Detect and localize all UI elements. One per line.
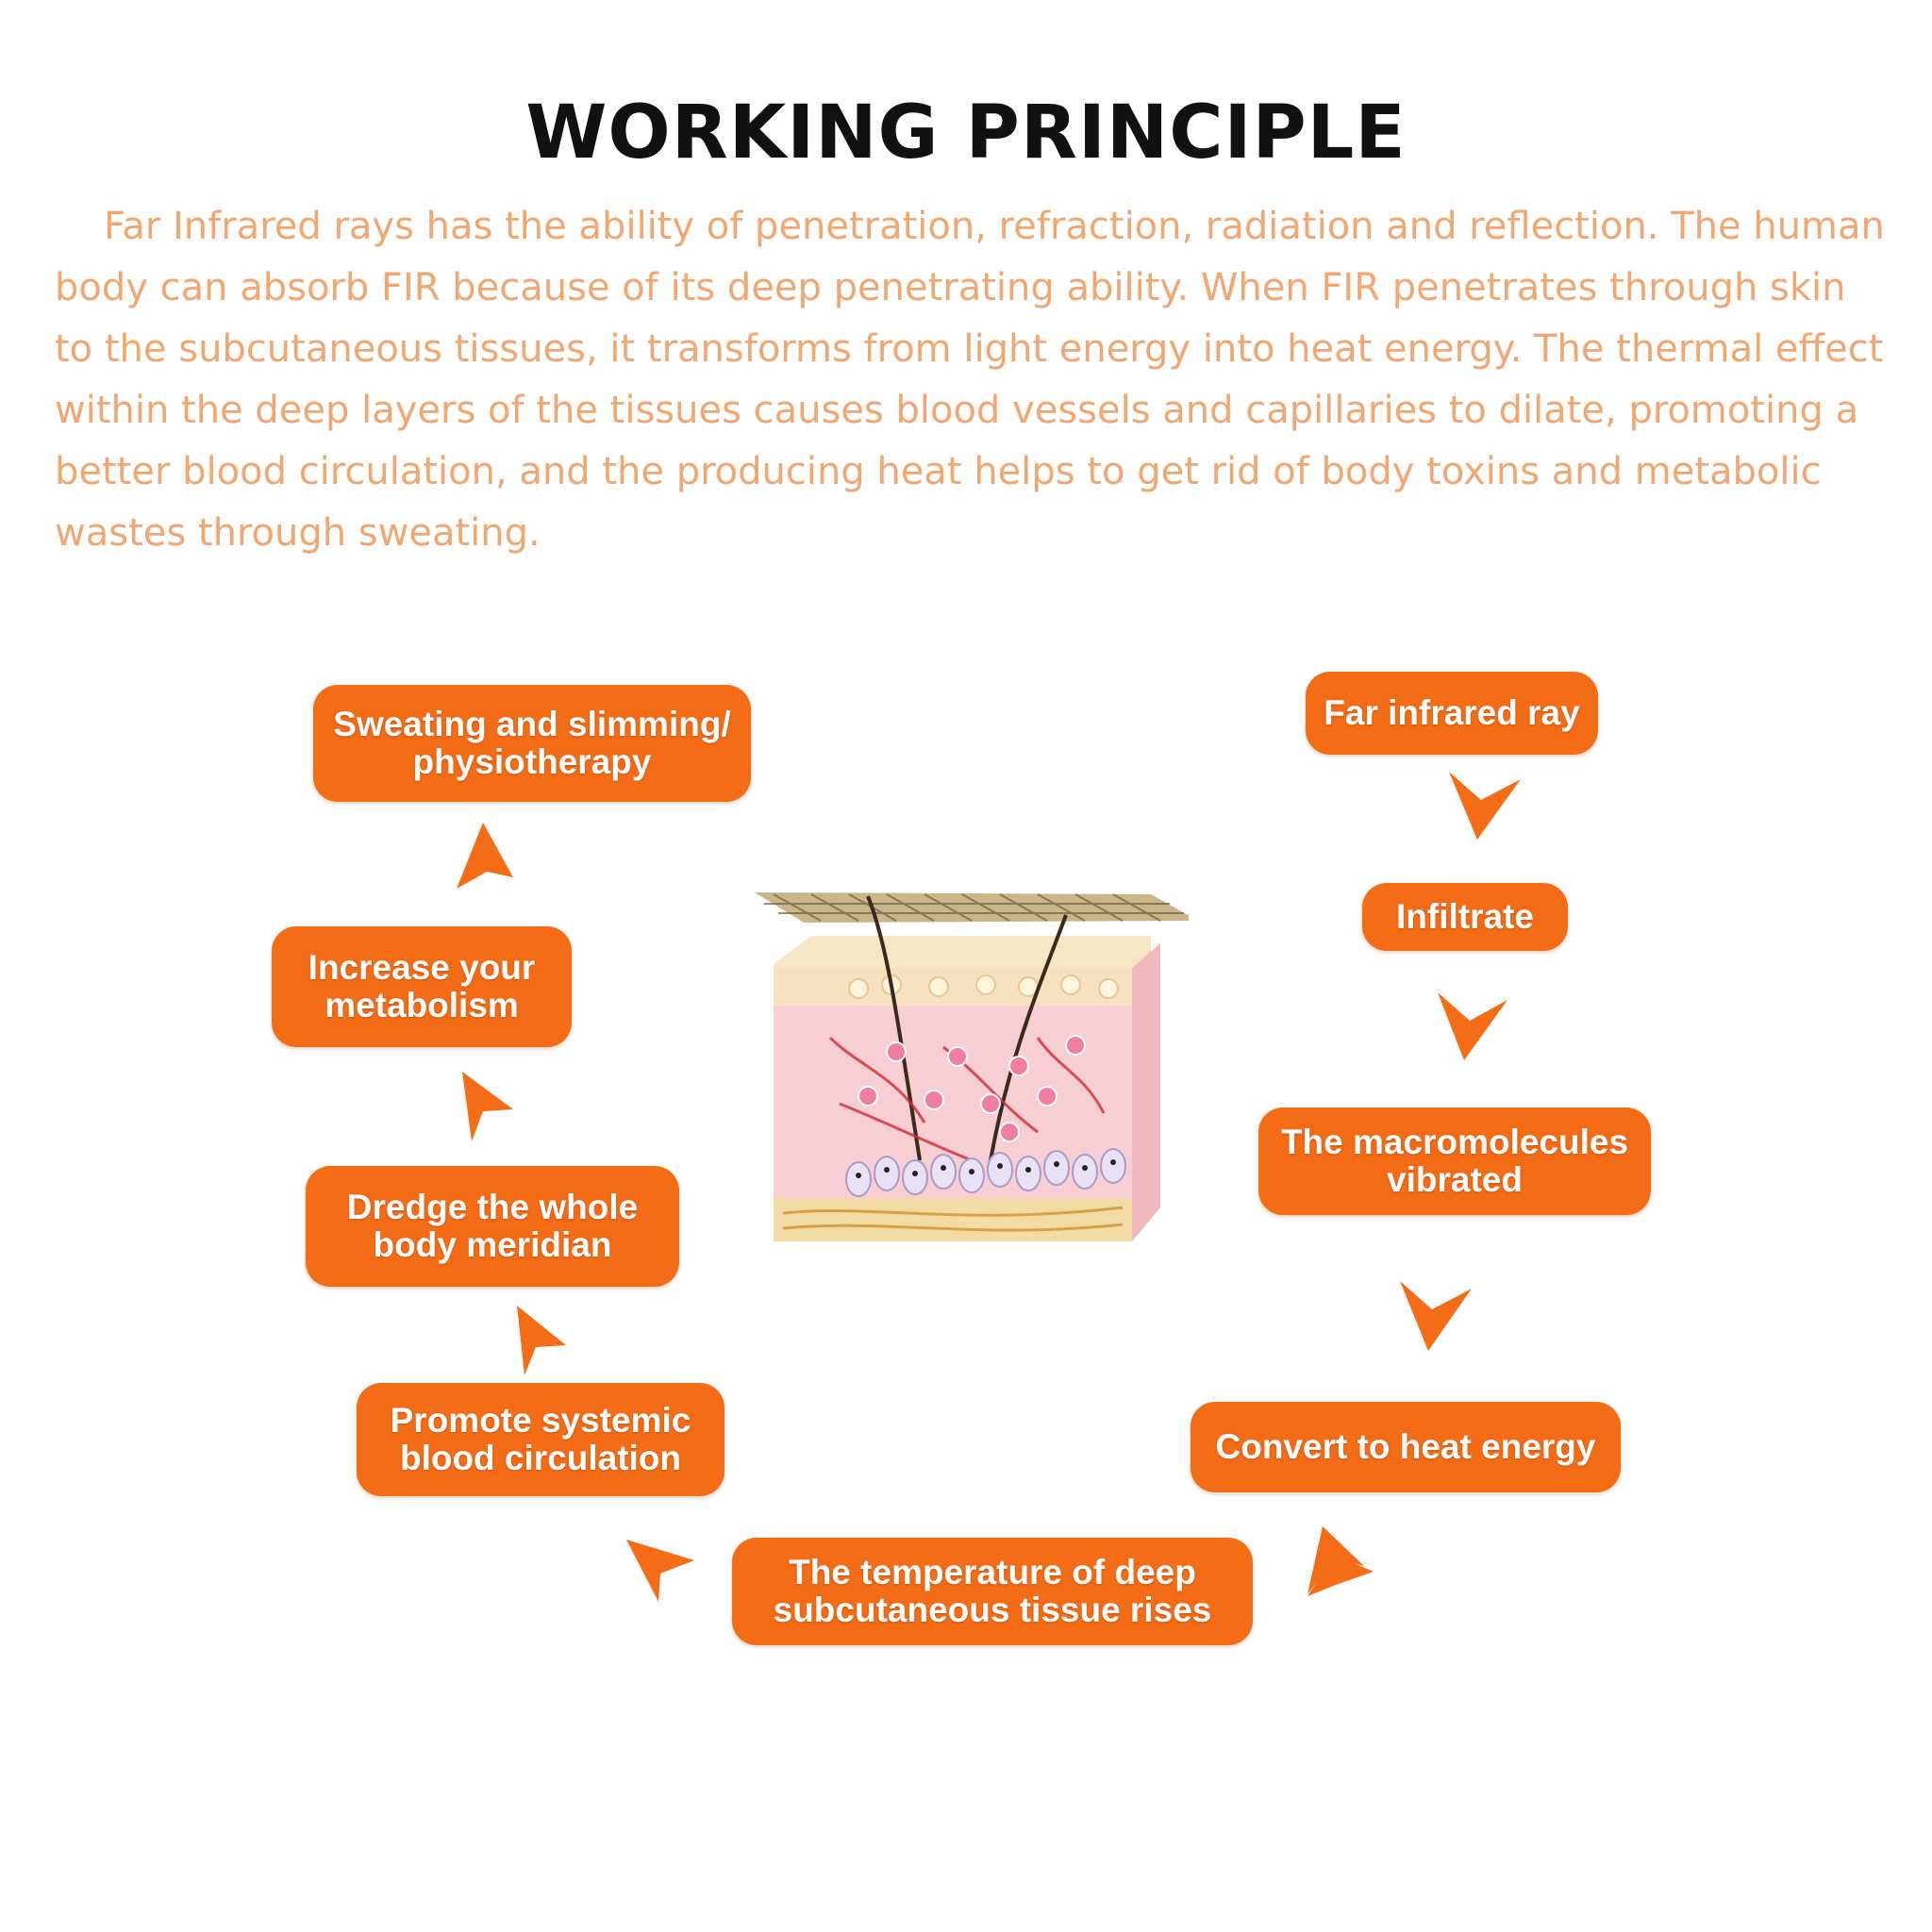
- step-sweating-slimming-line-1: Sweating and slimming/: [333, 705, 731, 743]
- step-convert-to-heat-energy-line-1: Convert to heat energy: [1215, 1427, 1596, 1466]
- arrow-up-3-icon: [457, 823, 513, 889]
- step-promote-blood-circulation-line-1: Promote systemic: [390, 1401, 691, 1440]
- step-promote-blood-circulation: [357, 1383, 724, 1496]
- step-dredge-body-meridian-line-1: Dredge the whole: [346, 1188, 639, 1226]
- step-far-infrared-ray: [1306, 672, 1598, 755]
- arrow-up-1-icon: [517, 1306, 566, 1375]
- arrow-up-2-icon: [462, 1072, 513, 1141]
- step-macromolecules-vibrated-line-1: The macromolecules: [1280, 1123, 1629, 1161]
- arrow-up-right-body-icon: [1307, 1555, 1374, 1596]
- step-increase-metabolism-line-2: metabolism: [325, 986, 519, 1024]
- skin-cross-section-illustration: [755, 877, 1189, 1274]
- step-increase-metabolism: [272, 926, 572, 1047]
- intro-paragraph: Far Infrared rays has the ability of penetration, refraction, radiation and reflection. The human body can absorb FIR because of its deep penetrating ability. When FIR penetrates through skin to the subcutaneous tissues, it transforms from light energy into heat energy. The thermal effect within the deep layers of the tissues causes blood vessels and capillaries to dilate, promoting a better blood circulation, and the producing heat helps to get rid of body toxins and metabolic wastes through sweating.: [55, 205, 1885, 555]
- step-dredge-body-meridian-line-2: body meridian: [373, 1225, 612, 1264]
- arrow-down-2-icon: [1438, 992, 1507, 1060]
- step-temperature-rises-line-2: subcutaneous tissue rises: [773, 1591, 1212, 1629]
- step-increase-metabolism-line-1: Increase your: [308, 948, 536, 987]
- page-title: WORKING PRINCIPLE: [525, 91, 1407, 175]
- step-macromolecules-vibrated-line-2: vibrated: [1387, 1160, 1523, 1199]
- arrow-down-3-icon: [1400, 1281, 1472, 1351]
- step-promote-blood-circulation-line-2: blood circulation: [399, 1439, 682, 1477]
- step-sweating-slimming-line-2: physiotherapy: [412, 742, 652, 781]
- step-far-infrared-ray-line-1: Far infrared ray: [1324, 693, 1580, 732]
- arrow-up-right-icon: [1307, 1526, 1364, 1594]
- step-temperature-rises-line-1: The temperature of deep: [789, 1553, 1196, 1591]
- step-sweating-slimming: [313, 685, 751, 802]
- step-infiltrate-line-1: Infiltrate: [1396, 897, 1534, 936]
- arrow-left-down-icon: [626, 1540, 694, 1602]
- step-temperature-rises: [732, 1538, 1253, 1645]
- step-dredge-body-meridian: [306, 1166, 679, 1287]
- step-convert-to-heat-energy: [1191, 1402, 1621, 1492]
- arrow-down-1-icon: [1449, 772, 1521, 840]
- step-infiltrate: [1362, 883, 1568, 951]
- step-macromolecules-vibrated: [1258, 1108, 1651, 1215]
